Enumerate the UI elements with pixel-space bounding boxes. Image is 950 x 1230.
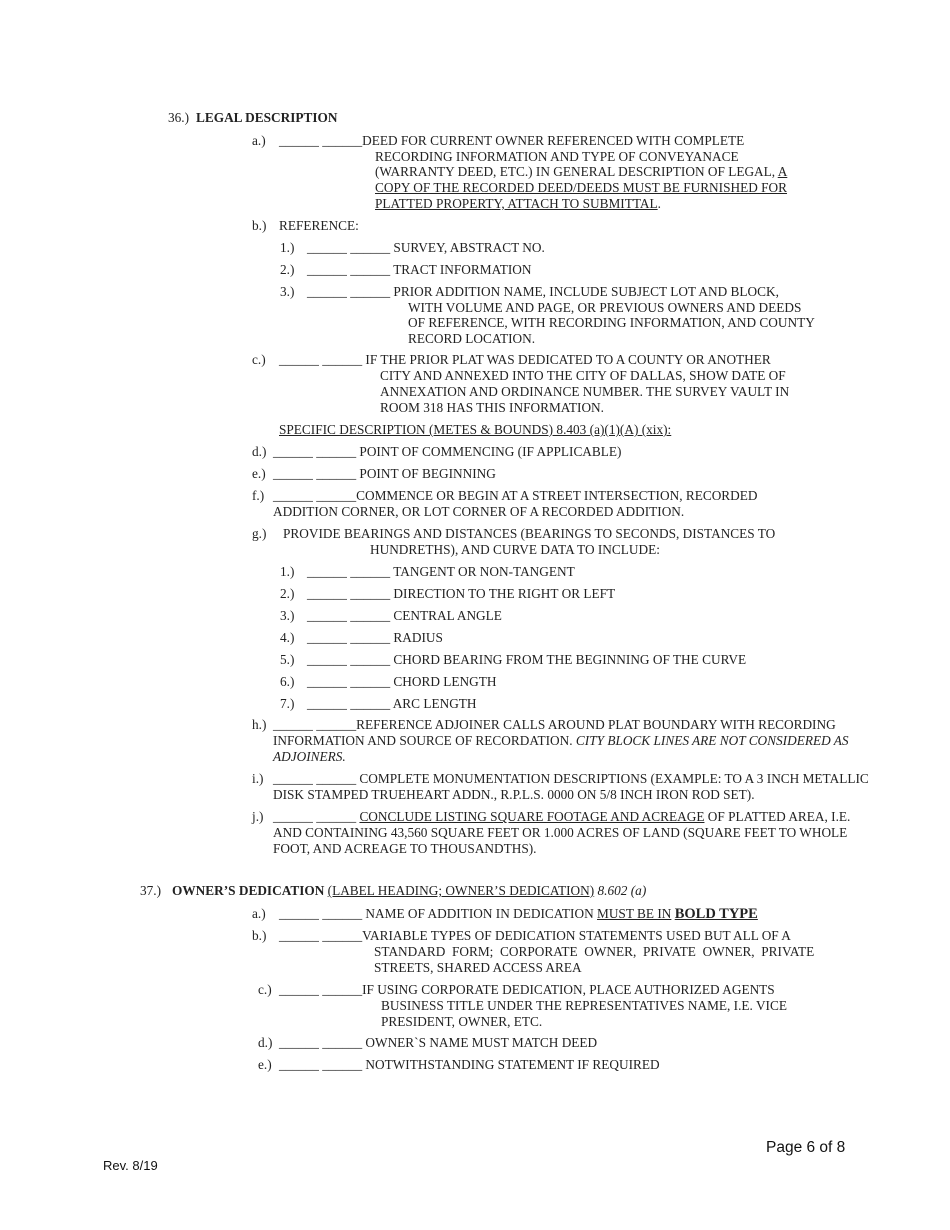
item-36g2-text: ______ ______ DIRECTION TO THE RIGHT OR LEFT — [307, 586, 616, 601]
item-37b-label: b.) — [252, 928, 267, 943]
item-36a-label: a.) — [252, 133, 266, 148]
item-36a-line3 — [375, 164, 787, 180]
item-36g2-number: 2.) — [280, 586, 295, 601]
item-36f-label: f.) — [252, 488, 265, 503]
item-36g6-number: 6.) — [280, 674, 295, 689]
item-36c-line3: ANNEXATION AND ORDINANCE NUMBER. THE SURVEY VAULT IN — [380, 384, 790, 399]
item-36a-line1: ______ ______DEED FOR CURRENT OWNER REFERENCED WITH COMPLETE — [279, 133, 745, 148]
item-36g-label: g.) — [252, 526, 267, 541]
item-36e-text: ______ ______ POINT OF BEGINNING — [273, 466, 496, 481]
item-36g-line1: PROVIDE BEARINGS AND DISTANCES (BEARINGS TO SECONDS, DISTANCES TO — [283, 526, 776, 541]
section-37-heading — [172, 883, 646, 899]
item-36g-line2: HUNDRETHS), AND CURVE DATA TO INCLUDE: — [370, 542, 660, 557]
item-36g1-number: 1.) — [280, 564, 295, 579]
section-37-title: OWNER’S DEDICATION — [172, 883, 325, 898]
item-36b-label: b.) — [252, 218, 267, 233]
item-36h-line2-italic: CITY BLOCK LINES ARE NOT CONSIDERED AS — [575, 733, 849, 748]
section-37-number: 37.) — [140, 883, 162, 898]
item-36b3-number: 3.) — [280, 284, 295, 299]
item-36h-line2 — [273, 733, 849, 749]
item-36b3-line2: WITH VOLUME AND PAGE, OR PREVIOUS OWNERS AND DEEDS — [408, 300, 802, 315]
item-36j-line1 — [273, 809, 850, 825]
section-36-number: 36.) — [168, 110, 190, 125]
item-37c-label: c.) — [258, 982, 272, 997]
item-36a-end: . — [657, 196, 661, 211]
item-36j-line2: AND CONTAINING 43,560 SQUARE FEET OR 1.000 ACRES OF LAND (SQUARE FEET TO WHOLE — [273, 825, 848, 840]
item-36g4-number: 4.) — [280, 630, 295, 645]
item-36a-line2: RECORDING INFORMATION AND TYPE OF CONVEYANACE — [375, 149, 739, 164]
item-37a-underlined: MUST BE IN — [597, 906, 672, 921]
item-37d-label: d.) — [258, 1035, 273, 1050]
section-37-subtitle: (LABEL HEADING; OWNER’S DEDICATION) — [327, 883, 595, 898]
item-37a-line — [279, 906, 758, 922]
item-36b2-text: ______ ______ TRACT INFORMATION — [307, 262, 532, 277]
item-36i-line2: DISK STAMPED TRUEHEART ADDN., R.P.L.S. 0000 ON 5/8 INCH IRON ROD SET). — [273, 787, 755, 802]
item-36b3-line3: OF REFERENCE, WITH RECORDING INFORMATION, AND COUNTY — [408, 315, 815, 330]
item-37a-label: a.) — [252, 906, 266, 921]
item-36g7-number: 7.) — [280, 696, 295, 711]
item-36j-post: OF PLATTED AREA, I.E. — [704, 809, 851, 824]
item-37a-bold-type: BOLD TYPE — [674, 906, 758, 922]
item-37e-label: e.) — [258, 1057, 272, 1072]
item-36j-underlined: CONCLUDE LISTING SQUARE FOOTAGE AND ACREAGE — [359, 809, 705, 824]
item-36g7-text: ______ ______ ARC LENGTH — [307, 696, 477, 711]
item-36j-blanks: ______ ______ — [273, 809, 360, 824]
item-36a-underline-line1: COPY OF THE RECORDED DEED/DEEDS MUST BE FURNISHED FOR — [375, 180, 788, 195]
item-36f-line2: ADDITION CORNER, OR LOT CORNER OF A RECORDED ADDITION. — [273, 504, 685, 519]
item-36b3-line4: RECORD LOCATION. — [408, 331, 536, 346]
item-37a-text: ______ ______ NAME OF ADDITION IN DEDICATION — [279, 906, 597, 921]
item-36c-line1: ______ ______ IF THE PRIOR PLAT WAS DEDICATED TO A COUNTY OR ANOTHER — [279, 352, 771, 367]
section-36-title: LEGAL DESCRIPTION — [196, 110, 338, 125]
item-36g6-text: ______ ______ CHORD LENGTH — [307, 674, 497, 689]
item-36i-line1: ______ ______ COMPLETE MONUMENTATION DESCRIPTIONS (EXAMPLE: TO A 3 INCH METALLIC — [273, 771, 869, 786]
item-37c-line3: PRESIDENT, OWNER, ETC. — [381, 1014, 543, 1029]
item-36e-label: e.) — [252, 466, 266, 481]
item-36g5-text: ______ ______ CHORD BEARING FROM THE BEGINNING OF THE CURVE — [307, 652, 747, 667]
item-36j-line3: FOOT, AND ACREAGE TO THOUSANDTHS). — [273, 841, 537, 856]
item-36d-text: ______ ______ POINT OF COMMENCING (IF APPLICABLE) — [273, 444, 622, 459]
item-36b1-number: 1.) — [280, 240, 295, 255]
item-36b2-number: 2.) — [280, 262, 295, 277]
item-37b-line2: STANDARD FORM; CORPORATE OWNER, PRIVATE OWNER, PRIVATE — [374, 944, 815, 959]
item-36d-label: d.) — [252, 444, 267, 459]
item-36h-label: h.) — [252, 717, 267, 732]
item-36g3-text: ______ ______ CENTRAL ANGLE — [307, 608, 502, 623]
item-36c-label: c.) — [252, 352, 266, 367]
item-36a-line3-text: (WARRANTY DEED, ETC.) IN GENERAL DESCRIPTION OF LEGAL, — [375, 164, 778, 179]
item-37c-line1: ______ ______IF USING CORPORATE DEDICATION, PLACE AUTHORIZED AGENTS — [279, 982, 775, 997]
item-37b-line1: ______ ______VARIABLE TYPES OF DEDICATION STATEMENTS USED BUT ALL OF A — [279, 928, 791, 943]
item-36j-label: j.) — [252, 809, 264, 824]
item-36g5-number: 5.) — [280, 652, 295, 667]
item-36b-text: REFERENCE: — [279, 218, 359, 233]
item-36h-line2-text: INFORMATION AND SOURCE OF RECORDATION. — [273, 733, 576, 748]
item-37b-line3: STREETS, SHARED ACCESS AREA — [374, 960, 582, 975]
item-36c-line4: ROOM 318 HAS THIS INFORMATION. — [380, 400, 604, 415]
item-36f-line1: ______ ______COMMENCE OR BEGIN AT A STREET INTERSECTION, RECORDED — [273, 488, 758, 503]
item-37d-text: ______ ______ OWNER`S NAME MUST MATCH DEED — [279, 1035, 598, 1050]
item-36b1-text: ______ ______ SURVEY, ABSTRACT NO. — [307, 240, 545, 255]
item-36g4-text: ______ ______ RADIUS — [307, 630, 443, 645]
item-36a-underline-start: A — [777, 164, 788, 179]
specific-description-heading: SPECIFIC DESCRIPTION (METES & BOUNDS) 8.403 (a)(1)(A) (xix): — [279, 422, 672, 437]
item-36c-line2: CITY AND ANNEXED INTO THE CITY OF DALLAS, SHOW DATE OF — [380, 368, 786, 383]
item-36h-line1: ______ ______REFERENCE ADJOINER CALLS AROUND PLAT BOUNDARY WITH RECORDING — [273, 717, 836, 732]
item-36b3-line1: ______ ______ PRIOR ADDITION NAME, INCLUDE SUBJECT LOT AND BLOCK, — [307, 284, 779, 299]
item-37c-line2: BUSINESS TITLE UNDER THE REPRESENTATIVES NAME, I.E. VICE — [381, 998, 787, 1013]
item-36a-line5 — [375, 196, 661, 212]
item-37e-text: ______ ______ NOTWITHSTANDING STATEMENT IF REQUIRED — [279, 1057, 660, 1072]
item-36a-underline-line2: PLATTED PROPERTY, ATTACH TO SUBMITTAL — [375, 196, 658, 211]
section-37-ref: 8.602 (a) — [597, 883, 647, 898]
item-36g3-number: 3.) — [280, 608, 295, 623]
item-36i-label: i.) — [252, 771, 264, 786]
page-number: Page 6 of 8 — [766, 1139, 846, 1156]
revision-label: Rev. 8/19 — [103, 1158, 158, 1173]
item-36h-line3: ADJOINERS. — [273, 749, 346, 764]
item-36g1-text: ______ ______ TANGENT OR NON-TANGENT — [307, 564, 575, 579]
